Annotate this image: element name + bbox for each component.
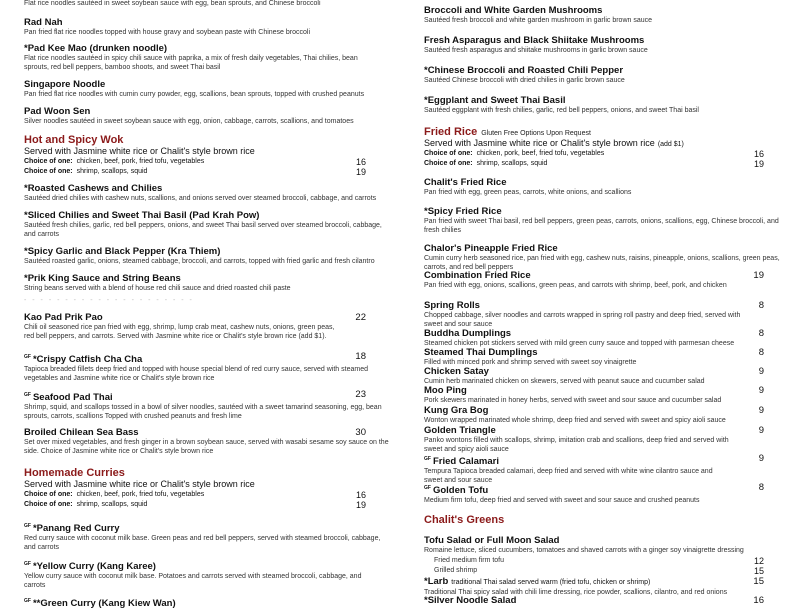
menu-item xyxy=(24,146,366,157)
item-description: and carrots xyxy=(24,231,60,238)
item-price: 9 xyxy=(758,405,764,416)
item-name: Buddha Dumplings xyxy=(424,328,512,339)
menu-item xyxy=(424,556,764,566)
choice-options: chicken, beef, pork, fried tofu, vegetables xyxy=(76,491,205,498)
menu-item xyxy=(24,44,366,72)
item-description: sweet and sour sauce xyxy=(424,321,493,328)
item-note: traditional Thai salad served warm (fried tofu, chicken or shrimp) xyxy=(451,579,651,586)
item-name-line xyxy=(424,426,764,436)
option-text: Fried medium firm tofu xyxy=(434,557,505,564)
item-description: Yellow curry sauce with coconut milk base. Potatoes and carrots served with steamed broccoli, cabbage, and xyxy=(24,573,362,581)
subtitle-text: Served with Jasmine white rice or Chalit's style brown rice xyxy=(24,479,255,489)
section-note: Gluten Free Options Upon Request xyxy=(481,130,591,137)
item-description: Pan fried flat rice noodles topped with house gravy and soybean paste with Chinese broccoli xyxy=(24,29,311,36)
item-name-line xyxy=(424,6,764,16)
item-name: *Eggplant and Sweet Thai Basil xyxy=(424,95,566,106)
menu-item xyxy=(424,596,764,606)
item-description: Shrimp, squid, and scallops tossed in a bowl of silver noodles, sautéed with a sweet tamarind seasoning, egg, bean xyxy=(24,404,382,412)
choice-label: Choice of one: xyxy=(24,491,73,498)
item-description: Romaine lettuce, sliced cucumbers, tomatoes and shaved carrots with a ginger soy vinaigrette dressing xyxy=(424,547,744,554)
menu-item xyxy=(424,454,764,485)
item-description: sweet and sour sauce xyxy=(424,477,493,485)
item-description: Sautéed roasted garlic, onions, steamed cabbage, broccoli, and carrots, topped with fried garlic and fresh cilantro xyxy=(24,258,375,265)
menu-item xyxy=(24,157,366,167)
item-description: and carrots xyxy=(24,544,60,552)
item-description: Pan fried with sweet Thai basil, red bell peppers, green peas, carrots, onions, scallions, egg, Chinese broccoli, and xyxy=(424,218,779,225)
item-name-line xyxy=(424,386,764,396)
item-name-line xyxy=(424,536,764,546)
item-name: *Panang Red Curry xyxy=(32,523,120,535)
menu-item xyxy=(424,536,764,555)
item-price: 9 xyxy=(758,366,764,377)
item-name-line xyxy=(424,596,764,606)
item-name: Chalor's Pineapple Fried Rice xyxy=(424,243,558,254)
item-name-line xyxy=(424,483,764,496)
item-description: Tapioca breaded fillets deep fried and topped with house special blend of red curry sauce, served with steamed xyxy=(24,366,368,374)
menu-item xyxy=(24,18,366,37)
menu-item xyxy=(24,297,366,304)
item-description: Flat rice noodles sautéed in spicy chili sauce with paprika, a mix of fresh daily vegetables, Thai chilies, bean xyxy=(24,55,358,62)
item-name-line xyxy=(24,428,366,438)
item-name-line xyxy=(424,66,764,76)
protein-choice xyxy=(24,157,366,167)
item-name-line xyxy=(424,96,764,106)
item-description: Cumin herb marinated chicken on skewers, served with peanut sauce and cucumber salad xyxy=(424,378,705,385)
item-name-line xyxy=(424,348,764,358)
menu-item xyxy=(24,521,381,552)
subtitle-note: (add $1) xyxy=(657,141,684,148)
item-name: Broiled Chilean Sea Bass xyxy=(24,427,139,438)
menu-item xyxy=(424,426,764,454)
menu-item xyxy=(24,479,366,490)
item-description: Chopped cabbage, silver noodles and carrots wrapped in spring roll pastry and deep fried, served with xyxy=(424,312,741,319)
choice-price: 19 xyxy=(753,159,764,169)
item-description: Steamed chicken pot stickers served with mild green curry sauce and topped with parmesan cheese xyxy=(424,340,735,347)
menu-item xyxy=(24,210,382,239)
menu-item xyxy=(424,66,764,85)
item-name-line xyxy=(24,313,366,323)
section-heading xyxy=(24,134,366,146)
item-description: Traditional Thai spicy salad with chili lime dressing, rice powder, scallions, cilantro, and red onions xyxy=(424,589,728,596)
menu-item xyxy=(24,0,366,8)
item-name: *Crispy Catfish Cha Cha xyxy=(32,354,143,366)
menu-item xyxy=(424,159,764,169)
choice-price: 19 xyxy=(355,500,366,510)
item-price: 9 xyxy=(758,453,764,464)
item-name: Kung Gra Bog xyxy=(424,405,489,416)
salad-option xyxy=(424,556,764,566)
item-description: sweet and spicy aioli sauce xyxy=(424,446,509,453)
menu-item xyxy=(424,6,764,25)
menu-item xyxy=(24,389,382,421)
section-title-text: Chalit's Greens xyxy=(424,514,505,526)
item-description: Sautéed fresh chilies, garlic, red bell peppers, onions, and sweet Thai basil served over steamed broccoli, cabbage, xyxy=(24,222,382,229)
item-price: 30 xyxy=(355,427,366,438)
item-description: Pan fried flat rice noodles with cumin curry powder, egg, scallions, bean sprouts, topped with crushed peanuts xyxy=(24,91,365,98)
item-price: 23 xyxy=(355,389,366,400)
option-text: Grilled shrimp xyxy=(434,567,478,574)
choice-options: shrimp, scallops, squid xyxy=(76,501,148,508)
item-price: 18 xyxy=(355,351,366,362)
menu-item xyxy=(24,183,377,203)
menu-item xyxy=(24,596,366,609)
item-name-line xyxy=(24,247,366,257)
item-name: *Spicy Garlic and Black Pepper (Kra Thiem) xyxy=(24,246,221,257)
item-description: Silver noodles sautéed in sweet soybean sauce with egg, onion, cabbage, carrots, scallions, and tomatoes xyxy=(24,118,354,125)
choice-label: Choice of one: xyxy=(24,501,73,508)
item-description: Sautéed dried chilies with cashew nuts, scallions, and onions served over steamed broccoli, cabbage, and carrots xyxy=(24,195,377,202)
menu-item xyxy=(424,149,764,159)
menu-item xyxy=(424,577,764,597)
choice-label: Choice of one: xyxy=(24,158,73,165)
gluten-free-badge: GF xyxy=(424,456,431,462)
menu-item xyxy=(24,313,366,341)
choice-options: shrimp, scallops, squid xyxy=(476,160,548,167)
item-name-line xyxy=(424,244,764,254)
gluten-free-badge: GF xyxy=(24,523,31,529)
protein-choice xyxy=(24,167,366,177)
menu-item xyxy=(424,301,764,329)
item-description: sprouts, red bell peppers, bamboo shoots, and sweet Thai basil xyxy=(24,64,221,71)
item-description: Flat rice noodles sautéed in sweet soybean sauce with egg, bean sprouts, and Chinese broccoli xyxy=(24,0,321,7)
item-name: *Chinese Broccoli and Roasted Chili Pepper xyxy=(424,65,624,76)
item-description: Medium firm tofu, deep fried and served with sweet and sour sauce and crushed peanuts xyxy=(424,497,700,505)
item-name: Moo Ping xyxy=(424,385,467,396)
section-title xyxy=(24,134,366,146)
item-description: Sautéed eggplant with fresh chilies, garlic, red bell peppers, onions, and sweet Thai basil xyxy=(424,107,699,114)
item-price: 9 xyxy=(758,385,764,396)
menu-item xyxy=(424,36,764,55)
item-price: 8 xyxy=(758,300,764,311)
item-name: Combination Fried Rice xyxy=(424,270,531,281)
section-subtitle xyxy=(24,146,366,157)
item-name: *Roasted Cashews and Chilies xyxy=(24,183,163,194)
item-name-line xyxy=(424,367,764,377)
item-name: *Pad Kee Mao (drunken noodle) xyxy=(24,43,168,54)
menu-item xyxy=(24,107,366,126)
section-title-text: Fried Rice xyxy=(424,126,478,138)
subtitle-text: Served with Jasmine white rice or Chalit's style brown rice xyxy=(424,138,655,148)
item-price: 19 xyxy=(753,270,764,281)
item-name: Tofu Salad or Full Moon Salad xyxy=(424,535,560,546)
item-description: carrots, and red bell peppers xyxy=(424,264,514,271)
item-name: Golden Tofu xyxy=(432,485,489,497)
item-name: *Prik King Sauce and String Beans xyxy=(24,273,181,284)
item-name-line xyxy=(424,454,764,467)
item-name: *Spicy Fried Rice xyxy=(424,206,502,217)
item-name: Pad Woon Sen xyxy=(24,106,91,117)
option-price: 12 xyxy=(753,556,764,566)
item-description: Sautéed fresh asparagus and shiitake mushrooms in garlic brown sauce xyxy=(424,47,648,54)
item-name-line xyxy=(424,406,764,416)
item-name-line xyxy=(424,36,764,46)
menu-item xyxy=(24,559,366,590)
item-description: red bell peppers, and carrots. Served with Jasmine white rice or Chalit's style brown rice (add $1). xyxy=(24,333,327,340)
item-description: Sautéed fresh broccoli and white garden mushroom in garlic brown sauce xyxy=(424,17,653,24)
item-name: Spring Rolls xyxy=(424,300,480,311)
item-name: Golden Triangle xyxy=(424,425,496,436)
item-name: Seafood Pad Thai xyxy=(32,392,113,404)
section-subtitle xyxy=(24,479,366,490)
faded-text-line: - - - - - - - - - - - - - - - - - - - - - xyxy=(24,297,194,304)
item-name-line xyxy=(24,274,366,284)
item-name-line xyxy=(24,184,366,194)
item-name-line xyxy=(424,178,764,188)
item-description: Pan fried with egg, onions, scallions, green peas, and carrots with shrimp, beef, pork, and chicken xyxy=(424,282,727,289)
menu-item xyxy=(424,243,780,272)
choice-options: shrimp, scallops, squid xyxy=(76,168,148,175)
menu-item xyxy=(424,483,764,505)
item-price: 15 xyxy=(753,576,764,587)
item-name-line xyxy=(24,18,366,28)
item-description: Sautéed Chinese broccoli with dried chilies in garlic brown sauce xyxy=(424,77,625,84)
item-name: Rad Nah xyxy=(24,17,63,28)
item-name-line xyxy=(24,211,366,221)
item-name-line xyxy=(24,352,366,365)
item-name-line xyxy=(24,107,366,117)
right-menu-column xyxy=(424,0,780,606)
choice-price: 16 xyxy=(355,157,366,167)
item-name-line xyxy=(424,207,764,217)
menu-item xyxy=(424,386,764,405)
protein-choice xyxy=(24,490,366,500)
menu-item xyxy=(24,274,366,293)
item-price: 8 xyxy=(758,328,764,339)
item-description: String beans served with a blend of house red chili sauce and dried roasted chili paste xyxy=(24,285,291,292)
item-name-line xyxy=(24,596,366,609)
gluten-free-badge: GF xyxy=(24,392,31,398)
item-name: Chicken Satay xyxy=(424,366,489,377)
protein-choice xyxy=(424,149,764,159)
item-price: 16 xyxy=(753,595,764,606)
item-name: *Sliced Chilies and Sweet Thai Basil (Pad Krah Pow) xyxy=(24,210,260,221)
choice-options: chicken, beef, pork, fried tofu, vegetables xyxy=(76,158,205,165)
item-description: Panko wontons filled with scallops, shrimp, imitation crab and scallions, deep fried and served with xyxy=(424,437,729,444)
item-price: 9 xyxy=(758,425,764,436)
item-description: vegetables and Jasmine white rice or Chalit's style brown rice xyxy=(24,375,215,383)
item-description: Pork skewers marinated in honey herbs, served with sweet and sour sauce and cucumber salad xyxy=(424,397,722,404)
item-name-line xyxy=(424,271,764,281)
menu-item xyxy=(424,271,764,290)
subtitle-text: Served with Jasmine white rice or Chalit's style brown rice xyxy=(24,146,255,156)
item-name: *Yellow Curry (Kang Karee) xyxy=(32,561,156,573)
salad-option xyxy=(424,566,764,576)
item-name-line xyxy=(24,80,366,90)
section-title-text: Hot and Spicy Wok xyxy=(24,134,124,146)
item-description: fresh chilies xyxy=(424,227,461,234)
item-description: Cumin curry herb seasoned rice, pan fried with egg, cashew nuts, raisins, pineapple, onions, scallions, green peas, xyxy=(424,255,780,262)
menu-item xyxy=(424,367,764,386)
item-name-line xyxy=(424,301,764,311)
protein-choice xyxy=(424,159,764,169)
item-name: Kao Pad Prik Pao xyxy=(24,312,103,323)
section-heading xyxy=(424,514,764,526)
choice-price: 19 xyxy=(355,167,366,177)
item-name: *Larb xyxy=(424,576,449,587)
choice-options: chicken, pork, beef, fried tofu, vegetables xyxy=(476,150,605,157)
item-price: 22 xyxy=(355,312,366,323)
menu-item xyxy=(24,80,366,99)
menu-item xyxy=(424,206,779,235)
item-name-line xyxy=(24,390,366,403)
item-name-line xyxy=(424,577,764,588)
protein-choice xyxy=(24,500,366,510)
left-menu-column xyxy=(24,0,389,609)
menu-item xyxy=(24,246,375,266)
section-title-text: Homemade Curries xyxy=(24,467,125,479)
choice-price: 16 xyxy=(753,149,764,159)
item-name: **Green Curry (Kang Kiew Wan) xyxy=(32,598,176,609)
gluten-free-badge: GF xyxy=(24,354,31,360)
menu-item xyxy=(424,566,764,576)
item-name: Broccoli and White Garden Mushrooms xyxy=(424,5,603,16)
choice-label: Choice of one: xyxy=(24,168,73,175)
item-name-line xyxy=(424,329,764,339)
choice-label: Choice of one: xyxy=(424,160,473,167)
choice-price: 16 xyxy=(355,490,366,500)
item-description: Set over mixed vegetables, and fresh ginger in a brown soybean sauce, served with wasabi sesame soy sauce on the xyxy=(24,439,389,446)
item-description: carrots xyxy=(24,582,46,590)
menu-item xyxy=(24,167,366,177)
item-description: Red curry sauce with coconut milk base. Green peas and red bell peppers, served with steamed broccoli, cabbage, xyxy=(24,535,381,543)
item-price: 8 xyxy=(758,347,764,358)
menu-item xyxy=(424,348,764,367)
menu-item xyxy=(424,178,764,197)
menu-item xyxy=(24,427,389,456)
item-name-line xyxy=(24,521,366,534)
gluten-free-badge: GF xyxy=(24,598,31,604)
item-name-line xyxy=(24,559,366,572)
item-name: *Silver Noodle Salad xyxy=(424,595,517,606)
option-price: 15 xyxy=(753,566,764,576)
item-description: Wonton wrapped marinated whole shrimp, deep fried and served with sweet and spicy aioli sauce xyxy=(424,417,726,424)
item-name: Steamed Thai Dumplings xyxy=(424,347,538,358)
section-heading xyxy=(24,467,366,479)
menu-item xyxy=(424,406,764,425)
item-description: side. Choice of Jasmine white rice or Chalit's style brown rice xyxy=(24,448,214,455)
gluten-free-badge: GF xyxy=(24,561,31,567)
item-price: 8 xyxy=(758,482,764,493)
item-name: Chalit's Fried Rice xyxy=(424,177,507,188)
item-description: Chili oil seasoned rice pan fried with egg, shrimp, lump crab meat, cashew nuts, onions, green peas, xyxy=(24,324,335,331)
menu-item xyxy=(24,490,366,500)
menu-item xyxy=(424,329,764,348)
menu-item xyxy=(24,352,366,383)
item-description: Filled with minced pork and shrimp served with sweet soy vinaigrette xyxy=(424,359,637,366)
section-title xyxy=(424,514,764,526)
item-name: Fresh Asparagus and Black Shiitake Mushrooms xyxy=(424,35,645,46)
item-description: sprouts, carrots, scallions Topped with crushed peanuts and fresh lime xyxy=(24,413,242,421)
menu-item xyxy=(424,96,764,115)
item-description: Pan fried with egg, green peas, carrots, white onions, and scallions xyxy=(424,189,632,196)
item-name: Singapore Noodle xyxy=(24,79,106,90)
choice-label: Choice of one: xyxy=(424,150,473,157)
menu-item xyxy=(24,500,366,510)
section-title xyxy=(24,467,366,479)
item-name-line xyxy=(24,44,366,54)
item-name: Fried Calamari xyxy=(432,456,499,468)
item-description: Tempura Tapioca breaded calamari, deep fried and served with white wine cilantro sauce and xyxy=(424,468,713,476)
gluten-free-badge: GF xyxy=(424,485,431,491)
